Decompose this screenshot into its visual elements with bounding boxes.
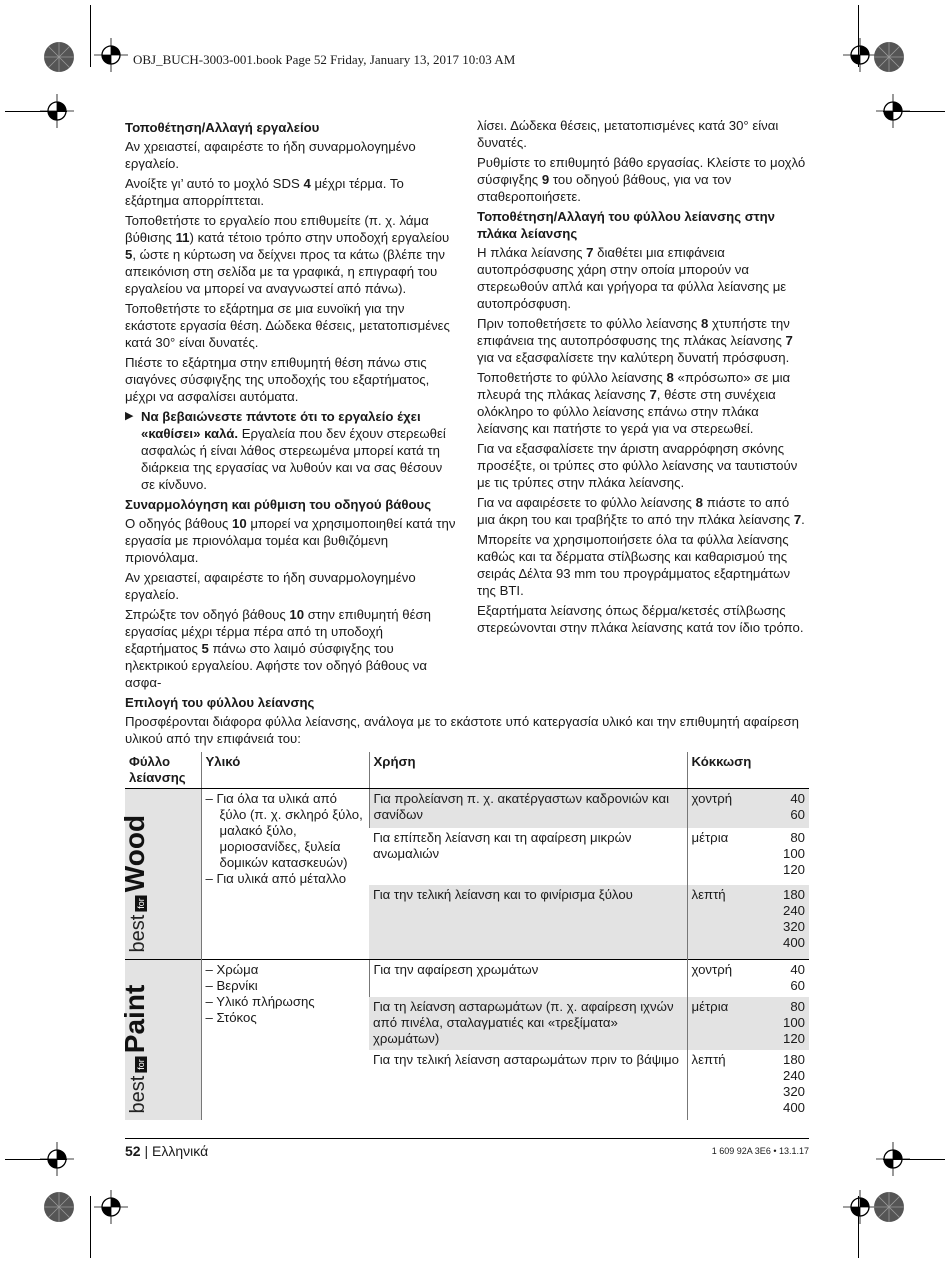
logo-wordmark xyxy=(119,815,150,953)
text-run: χτυπήστε την επιφάνεια της αυτοπρόσφυσης της πλάκας λείανσης xyxy=(477,316,790,348)
paragraph xyxy=(477,440,810,491)
use-cell: Για προλείανση π. χ. ακατέργαστων καδρονιών και σανίδων xyxy=(369,789,687,829)
color-target-top-right xyxy=(872,40,906,74)
section-intro: Προσφέρονται διάφορα φύλλα λείανσης, ανάλογα με το εκάστοτε υπό κατεργασία υλικό και την επιθυμητή αφαίρεση υλικού από την επιφάνειά του: xyxy=(125,714,799,746)
trim-line xyxy=(90,1196,91,1258)
grit-values-cell: 180 240 320 400 xyxy=(763,885,809,960)
table-row xyxy=(125,960,809,997)
text-run: μπορεί να χρησιμοποιηθεί κατά την εργασία με πριονόλαμα τομέα και βυθιζόμενη πριονόλαμα. xyxy=(125,516,456,565)
material-cell xyxy=(201,789,369,960)
text-run: Για να εξασφαλίσετε την άριστη αναρρόφηση σκόνης προσέξτε, οι τρύπες στο φύλλο λείανσης να ταυτιστούν με τις τρύπες στην πλάκα λείανσης. xyxy=(477,441,798,490)
paragraph xyxy=(125,175,458,209)
footer-separator: | xyxy=(144,1143,149,1159)
text-run: πιάστε το από μια άκρη του και τραβήξτε το από την πλάκα λείανσης xyxy=(477,495,794,527)
grit-class-cell: λεπτή xyxy=(687,1050,763,1120)
use-cell: Για επίπεδη λείανση και τη αφαίρεση μικρών ανωμαλιών xyxy=(373,830,632,862)
bold-text: 10 xyxy=(289,607,305,622)
grit-values-cell: 80 100 120 xyxy=(763,997,809,1050)
bold-text: 7 xyxy=(649,387,657,402)
trim-line xyxy=(858,1196,859,1258)
logo-for: for xyxy=(135,1057,147,1074)
bold-text: 7 xyxy=(793,512,802,527)
trim-line xyxy=(90,5,91,67)
page-number: 52 xyxy=(125,1143,141,1159)
document-code: 1 609 92A 3E6 • 13.1.17 xyxy=(711,1146,809,1156)
paragraph xyxy=(125,212,458,297)
right-column xyxy=(477,117,810,639)
text-run: Πιέστε το εξάρτημα στην επιθυμητή θέση πάνω στις σιαγόνες σύσφιγξης της υποδοχής του εξαρτήματος, μέχρι να ασφαλίσει αυτόματα. xyxy=(125,355,430,404)
text-run: , θέστε στη συνέχεια ολόκληρο το φύλλο λείανσης επάνω στην πλάκα λείανσης και πατήστε το γερά για να στερεωθεί. xyxy=(477,387,776,436)
bold-text: 7 xyxy=(785,333,793,348)
brand-logo-wood xyxy=(119,789,201,960)
paragraph xyxy=(477,244,810,312)
text-run: Τοποθετήστε το φύλλο λείανσης xyxy=(477,370,667,385)
grit-class-cell: λεπτή xyxy=(687,885,763,960)
header-use: Χρήση xyxy=(369,752,687,789)
text-run: Για να αφαιρέσετε το φύλλο λείανσης xyxy=(477,495,696,510)
paragraph xyxy=(477,602,810,636)
paragraph xyxy=(125,354,458,405)
paragraph xyxy=(477,494,810,528)
page-footer xyxy=(125,1143,208,1159)
trim-line xyxy=(883,111,945,112)
text-run: Τοποθετήστε το εξάρτημα σε μια ευνοϊκή για την εκάστοτε εργασία θέση. Δώδεκα θέσεις, μετατοπισμένες κατά 30° είναι δυνατές. xyxy=(125,301,450,350)
bold-text: 9 xyxy=(541,172,550,187)
use-cell: Για την τελική λείανση και το φινίρισμα ξύλου xyxy=(369,885,687,960)
bold-text: 5 xyxy=(201,641,209,656)
grit-class-cell: χοντρή xyxy=(687,789,763,829)
print-header: OBJ_BUCH-3003-001.book Page 52 Friday, January 13, 2017 10:03 AM xyxy=(133,52,516,67)
grit-values-cell: 80 100 120 xyxy=(782,830,805,878)
trim-line xyxy=(5,1159,67,1160)
text-run: λίσει. Δώδεκα θέσεις, μετατοπισμένες κατά 30° είναι δυνατές. xyxy=(477,118,779,150)
table-header-row xyxy=(125,752,809,789)
text-run: Αν χρειαστεί, αφαιρέστε το ήδη συναρμολογημένο εργαλείο. xyxy=(125,570,416,602)
bold-text: 8 xyxy=(695,495,703,510)
color-target-top-left xyxy=(42,40,76,74)
logo-for: for xyxy=(135,896,147,913)
paragraph xyxy=(477,117,810,151)
text-run: Μπορείτε να χρησιμοποιήσετε όλα τα φύλλα λείανσης καθώς και τα δέρματα στίλβωσης και καθαρισμού της σειράς Δέλτα 93 mm του προγράμματος εξαρτημάτων της BTI. xyxy=(477,532,791,598)
table-row xyxy=(125,789,809,829)
section-heading: Τοποθέτηση/Αλλαγή εργαλείου xyxy=(125,120,320,135)
text-run: Ο οδηγός βάθους xyxy=(125,516,232,531)
bold-text: 10 xyxy=(232,516,247,531)
text-run: του οδηγού βάθους, για να τον σταθεροποιήσετε. xyxy=(477,172,732,204)
grit-values-cell: 40 60 xyxy=(763,960,809,997)
text-run: Τοποθετήστε το εργαλείο που επιθυμείτε (π. χ. λάμα βύθισης xyxy=(125,213,429,245)
use-cell: Για την τελική λείανση ασταρωμάτων πριν το βάψιμο xyxy=(373,1052,679,1068)
section-heading: Τοποθέτηση/Αλλαγή του φύλλου λείανσης στην πλάκα λείανσης xyxy=(477,209,776,241)
registration-mark-top-left xyxy=(94,38,128,72)
material-cell xyxy=(201,960,369,1121)
text-run: Σπρώξτε τον οδηγό βάθους xyxy=(125,607,290,622)
section-heading: Συναρμολόγηση και ρύθμιση του οδηγού βάθους xyxy=(125,497,432,512)
trim-line xyxy=(883,1159,945,1160)
paragraph xyxy=(125,138,458,172)
text-run: «πρόσωπο» σε μια πλευρά της πλάκας λείανσης xyxy=(477,370,791,402)
logo-bold: Paint xyxy=(119,985,150,1054)
paragraph xyxy=(125,569,458,603)
paragraph xyxy=(477,154,810,205)
paragraph xyxy=(477,315,810,366)
bold-text: Να βεβαιώνεστε πάντοτε ότι το εργαλείο έχει «καθίσει» καλά. xyxy=(141,409,421,441)
bold-text: 8 xyxy=(666,370,674,385)
header-sheet: Φύλλο λείανσης xyxy=(125,752,201,789)
text-run: . xyxy=(801,512,805,527)
text-run: στην επιθυμητή θέση εργασίας μέχρι τέρμα πέρα από τη υποδοχή εξαρτήματος xyxy=(125,607,431,656)
warning-text xyxy=(141,408,458,493)
text-run: μέχρι τέρμα. Το εξάρτημα απορρίπτεται. xyxy=(125,176,404,208)
paragraph xyxy=(477,369,810,437)
bold-text: 7 xyxy=(586,245,594,260)
brand-logo-paint xyxy=(119,960,201,1121)
trim-line xyxy=(5,111,67,112)
paragraph xyxy=(477,531,810,599)
material-item: – Βερνίκι xyxy=(205,978,258,993)
text-run: πάνω στο λαιμό σύσφιγξης του ηλεκτρικού εργαλείου. Αφήστε τον οδηγό βάθους να ασφα- xyxy=(125,641,427,690)
warning-note xyxy=(125,408,458,493)
text-run: Εξαρτήματα λείανσης όπως δέρμα/κετσές στίλβωσης στερεώνονται στην πλάκα λείανσης κατά τον ίδιο τρόπο. xyxy=(477,603,804,635)
text-run: διαθέτει μια επιφάνεια αυτοπρόσφυσης χάρη στην οποία μπορούν να στερεωθούν απλά και γρήγορα τα φύλλα λείανσης με αυτοπρόσφυση. xyxy=(477,245,787,311)
color-target-bottom-left xyxy=(42,1190,76,1224)
paragraph xyxy=(125,606,458,691)
grit-class-cell: μέτρια xyxy=(687,828,763,885)
left-column xyxy=(125,117,458,694)
text-run: , ώστε η κύρτωση να δείχνει προς τα κάτω (βλέπε την απεικόνιση στη σελίδα με τα γραφικά, η επιγραφή του εργαλείου να μπορεί να αναγνωστεί από πάνω). xyxy=(125,247,445,296)
paragraph xyxy=(125,300,458,351)
grit-values-cell: 40 60 xyxy=(763,789,809,829)
text-run: Η πλάκα λείανσης xyxy=(477,245,587,260)
paragraph xyxy=(125,515,458,566)
footer-rule xyxy=(125,1138,809,1139)
warning-triangle-icon: ▶ xyxy=(125,410,134,422)
text-run: ) κατά τέτοιο τρόπο στην υποδοχή εργαλείου xyxy=(189,230,450,245)
text-run: Ανοίξτε γι’ αυτό το μοχλό SDS xyxy=(125,176,304,191)
material-item: – Για όλα τα υλικά από ξύλο (π. χ. σκληρό ξύλο, μαλακό ξύλο, μοριοσανίδες, ξυλεία δομικών κατασκευών) xyxy=(205,791,363,870)
use-cell: Για την αφαίρεση χρωμάτων xyxy=(369,960,687,997)
color-target-bottom-right xyxy=(872,1190,906,1224)
sanding-sheet-table xyxy=(119,752,809,1120)
text-run: Εργαλεία που δεν έχουν στερεωθεί ασφαλώς ή είναι λάθος στερεωμένα μπορεί κατά τη διάρκεια της εργασίας να λυθούν και να σας θέσουν σε κίνδυνο. xyxy=(141,426,446,492)
bold-text: 5 xyxy=(125,247,133,262)
text-run: Πριν τοποθετήσετε το φύλλο λείανσης xyxy=(477,316,702,331)
material-item: – Για υλικά από μέταλλο xyxy=(205,871,347,886)
trim-line xyxy=(858,5,859,67)
bold-text: 11 xyxy=(175,230,190,245)
grit-class-cell: χοντρή xyxy=(687,960,763,997)
bold-text: 4 xyxy=(303,176,311,191)
text-run: για να εξασφαλίσετε την καλύτερη δυνατή πρόσφυση. xyxy=(477,350,790,365)
material-item: – Υλικό πλήρωσης xyxy=(205,994,315,1009)
logo-wordmark xyxy=(119,985,150,1114)
footer-language: Ελληνικά xyxy=(152,1143,209,1159)
logo-bold: Wood xyxy=(119,815,150,893)
sanding-sheet-selection xyxy=(125,694,809,747)
header-material: Υλικό xyxy=(201,752,369,789)
text-run: Αν χρειαστεί, αφαιρέστε το ήδη συναρμολογημένο εργαλείο. xyxy=(125,139,416,171)
use-cell: Για τη λείανση ασταρωμάτων (π. χ. αφαίρεση ιχνών από πινέλα, σταλαγματιές και «τρεξίματα» χρωμάτων) xyxy=(369,997,687,1050)
header-grit: Κόκκωση xyxy=(687,752,809,789)
text-run: Ρυθμίστε το επιθυμητό βάθο εργασίας. Κλείστε το μοχλό σύσφιγξης xyxy=(477,155,806,187)
logo-light: best xyxy=(127,1076,149,1114)
section-heading: Επιλογή του φύλλου λείανσης xyxy=(125,695,315,710)
bold-text: 8 xyxy=(701,316,709,331)
logo-light: best xyxy=(127,915,149,953)
material-item: – Στόκος xyxy=(205,1010,257,1025)
registration-mark-bottom-left xyxy=(94,1190,128,1224)
grit-values-cell: 180 240 320 400 xyxy=(782,1052,805,1116)
grit-class-cell: μέτρια xyxy=(687,997,763,1050)
material-item: – Χρώμα xyxy=(205,962,259,977)
